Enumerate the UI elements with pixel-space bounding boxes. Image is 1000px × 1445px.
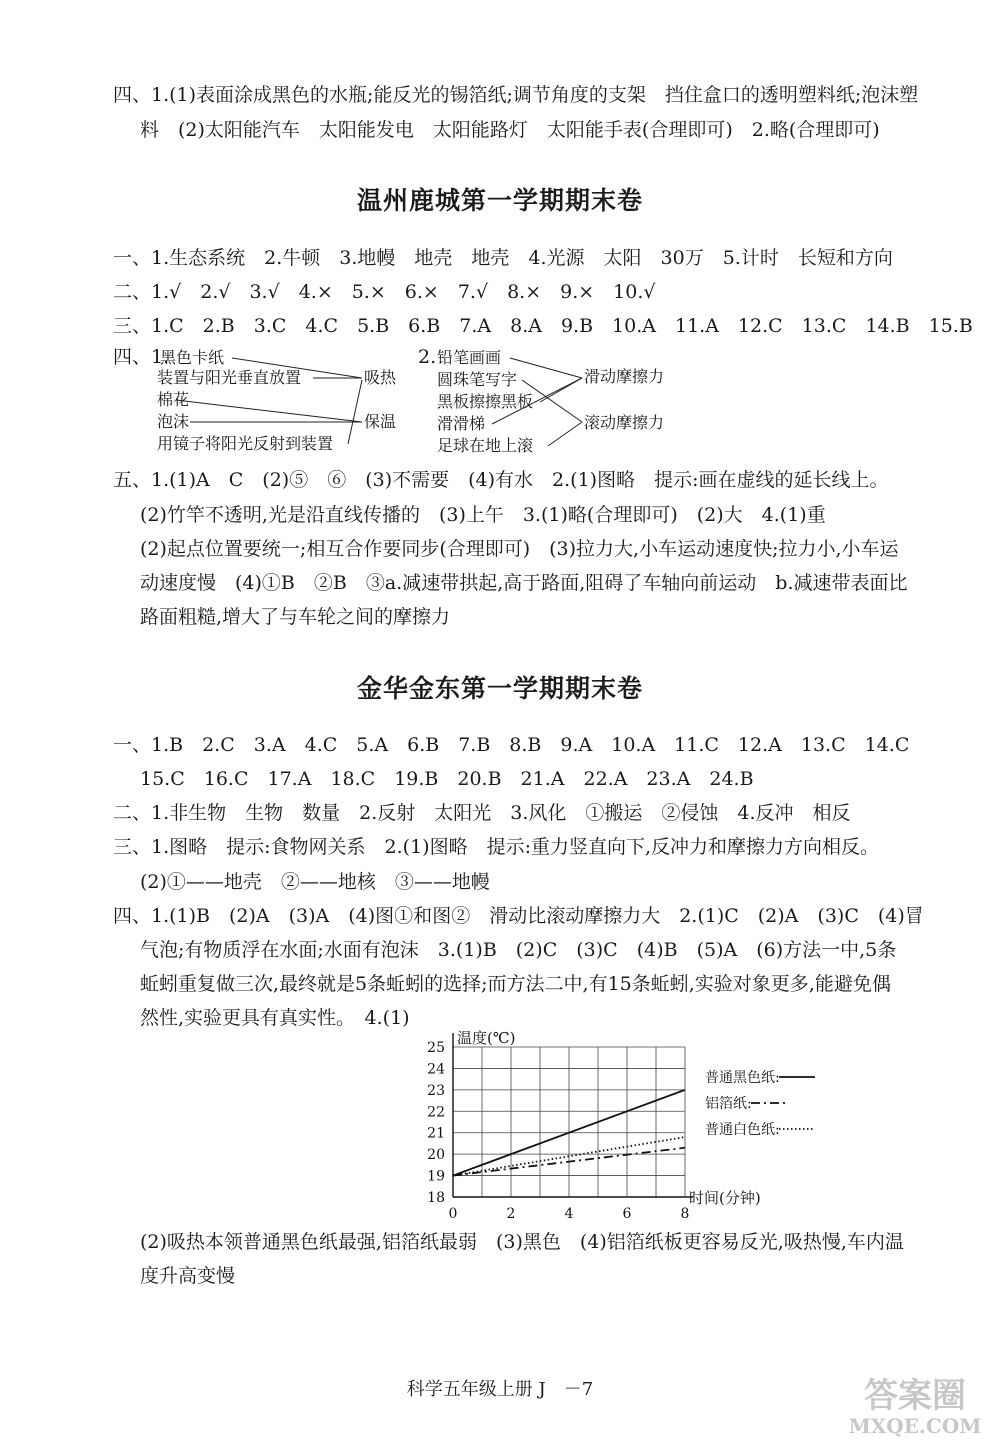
match-left-item: 棉花 bbox=[157, 390, 190, 409]
question-number: 四、1. bbox=[113, 346, 170, 368]
y-tick-label: 19 bbox=[427, 1168, 445, 1185]
answer-line: 五、1.(1)A C (2)⑤ ⑥ (3)不需要 (4)有水 2.(1)图略 提示:画在虚线的延长线上。 bbox=[113, 469, 889, 491]
answer-line: 四、1.(1)表面涂成黑色的水瓶;能反光的锡箔纸;调节角度的支架 挡住盒口的透明塑料纸;泡沫塑 bbox=[113, 84, 919, 106]
svg-text:MXQE.COM: MXQE.COM bbox=[848, 1414, 982, 1438]
y-axis-label: 温度(℃) bbox=[457, 1029, 516, 1047]
match-left-item: 用镜子将阳光反射到装置 bbox=[157, 434, 334, 453]
answer-line: 蚯蚓重复做三次,最终就是5条蚯蚓的选择;而方法二中,有15条蚯蚓,实验对象更多,能避免偶 bbox=[140, 973, 891, 995]
match-left-item: 泡沫 bbox=[157, 412, 190, 431]
match-left-item: 装置与阳光垂直放置 bbox=[157, 368, 302, 387]
answer-line: 15.C 16.C 17.A 18.C 19.B 20.B 21.A 22.A 23.A 24.B bbox=[140, 768, 754, 790]
watermark-logo bbox=[840, 1365, 990, 1440]
match-right-item: 足球在地上滚 bbox=[437, 436, 534, 455]
match-left-item: 黑色卡纸 bbox=[160, 348, 225, 367]
answer-line: 料 (2)太阳能汽车 太阳能发电 太阳能路灯 太阳能手表(合理即可) 2.略(合理即可) bbox=[140, 119, 880, 141]
y-tick-label: 24 bbox=[427, 1061, 445, 1078]
answer-line: (2)竹竿不透明,光是沿直线传播的 (3)上午 3.(1)略(合理即可) (2)大 4.(1)重 bbox=[140, 504, 826, 526]
answer-line: 一、1.B 2.C 3.A 4.C 5.A 6.B 7.B 8.B 9.A 10.A 11.C 12.A 13.C 14.C bbox=[113, 734, 910, 756]
answer-line: (2)吸热本领普通黑色纸最强,铝箔纸最弱 (3)黑色 (4)铝箔纸板更容易反光,吸热慢,车内温 bbox=[140, 1231, 904, 1253]
legend-label: 普通黑色纸: bbox=[705, 1070, 780, 1086]
y-tick-label: 23 bbox=[427, 1082, 445, 1099]
answer-line: 动速度慢 (4)①B ②B ③a.减速带拱起,高于路面,阻碍了车轴向前运动 b.减速带表面比 bbox=[140, 572, 908, 594]
answer-line: 三、1.C 2.B 3.C 4.C 5.B 6.B 7.A 8.A 9.B 10.A 11.A 12.C 13.C 14.B 15.B bbox=[113, 315, 973, 337]
answer-line: 四、1.(1)B (2)A (3)A (4)图①和图② 滑动比滚动摩擦力大 2.(1)C (2)A (3)C (4)冒 bbox=[113, 905, 924, 927]
x-tick-label: 0 bbox=[448, 1206, 458, 1222]
answer-line: 路面粗糙,增大了与车轮之间的摩擦力 bbox=[140, 606, 451, 628]
match-right-target: 滑动摩擦力 bbox=[584, 367, 665, 386]
section-title: 温州鹿城第一学期期末卷 bbox=[356, 186, 643, 215]
svg-text:答案圈: 答案圈 bbox=[864, 1376, 966, 1416]
match-left-target: 吸热 bbox=[364, 368, 397, 387]
legend-label: 普通白色纸: bbox=[705, 1122, 780, 1138]
temperature-chart bbox=[415, 1025, 855, 1225]
y-tick-label: 21 bbox=[427, 1125, 445, 1142]
answer-line: 二、1.√ 2.√ 3.√ 4.× 5.× 6.× 7.√ 8.× 9.× 10.√ bbox=[113, 281, 656, 303]
match-right-item: 圆珠笔写字 bbox=[437, 370, 518, 389]
x-tick-label: 8 bbox=[680, 1206, 690, 1222]
match-right-item: 黑板擦擦黑板 bbox=[437, 392, 534, 411]
answer-line: 二、1.非生物 生物 数量 2.反射 太阳光 3.风化 ①搬运 ②侵蚀 4.反冲 相反 bbox=[113, 802, 851, 824]
answer-line: (2)①——地壳 ②——地核 ③——地幔 bbox=[140, 871, 490, 893]
answer-line: 一、1.生态系统 2.牛顿 3.地幔 地壳 地壳 4.光源 太阳 30万 5.计时 长短和方向 bbox=[113, 247, 893, 269]
y-tick-label: 20 bbox=[427, 1147, 445, 1164]
x-tick-label: 2 bbox=[506, 1206, 516, 1222]
x-tick-label: 6 bbox=[622, 1206, 632, 1222]
question-number: 2. bbox=[418, 346, 437, 368]
section-title: 金华金东第一学期期末卷 bbox=[356, 674, 643, 703]
match-right-item: 铅笔画画 bbox=[437, 348, 502, 367]
legend-label: 铝箔纸: bbox=[705, 1096, 752, 1112]
match-right-item: 滑滑梯 bbox=[437, 414, 486, 433]
page-footer: 科学五年级上册 J －7 bbox=[406, 1379, 594, 1400]
answer-line: 度升高变慢 bbox=[140, 1265, 236, 1287]
x-tick-label: 4 bbox=[564, 1206, 574, 1222]
answer-line: 三、1.图略 提示:食物网关系 2.(1)图略 提示:重力竖直向下,反冲力和摩擦力方向相反。 bbox=[113, 836, 880, 858]
matching-lines bbox=[0, 0, 1000, 470]
answer-line: (2)起点位置要统一;相互合作要同步(合理即可) (3)拉力大,小车运动速度快;拉力小,小车运 bbox=[140, 538, 899, 560]
y-tick-label: 22 bbox=[427, 1104, 445, 1121]
match-left-target: 保温 bbox=[364, 412, 397, 431]
y-tick-label: 25 bbox=[427, 1040, 445, 1056]
x-axis-label: 时间(分钟) bbox=[689, 1189, 761, 1207]
answer-line: 气泡;有物质浮在水面;水面有泡沫 3.(1)B (2)C (3)C (4)B (5)A (6)方法一中,5条 bbox=[140, 939, 897, 961]
answer-line: 然性,实验更具有真实性。 4.(1) bbox=[140, 1007, 410, 1029]
match-right-target: 滚动摩擦力 bbox=[584, 413, 665, 432]
y-tick-label: 18 bbox=[427, 1190, 445, 1206]
